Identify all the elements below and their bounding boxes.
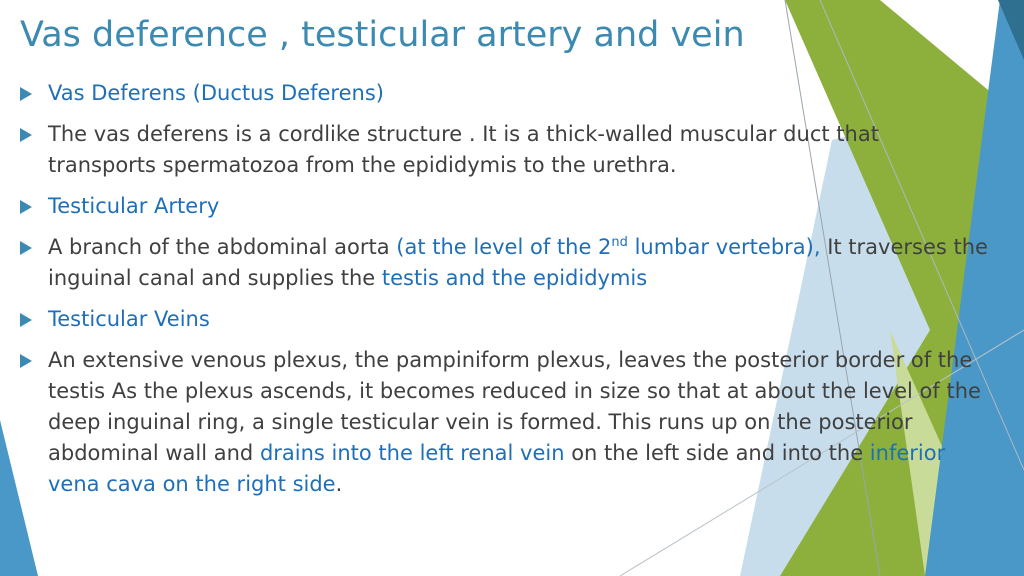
bullet-testicular-artery-description xyxy=(20,232,990,294)
aorta-level-highlight: (at the level of the 2 xyxy=(396,235,612,259)
bullet-testicular-veins-description xyxy=(20,345,990,500)
triangle-bullet-icon xyxy=(20,200,32,214)
bullet-list xyxy=(20,78,990,510)
bullet-text: Testicular Veins xyxy=(48,307,210,331)
bullet-text: Testicular Artery xyxy=(48,194,220,218)
bullet-text: The vas deferens is a cordlike structure . It is a thick-walled muscular duct that transports spermatozoa from the epididymis to the urethra. xyxy=(48,122,879,177)
bullet-text: Vas Deferens (Ductus Deferens) xyxy=(48,81,384,105)
bullet-vas-deferens-heading xyxy=(20,78,990,109)
triangle-bullet-icon xyxy=(20,313,32,327)
bullet-testicular-veins-heading xyxy=(20,304,990,335)
triangle-bullet-icon xyxy=(20,241,32,255)
testis-epididymis-highlight: testis and the epididymis xyxy=(381,266,648,290)
triangle-bullet-icon xyxy=(20,128,32,142)
bullet-text-part: A branch of the abdominal aorta xyxy=(48,235,397,259)
left-renal-vein-highlight: drains into the left renal vein xyxy=(259,441,565,465)
bullet-text-part: It traverses the inguinal canal and supplies the xyxy=(48,235,988,290)
triangle-bullet-icon xyxy=(20,87,32,101)
slide-title: Vas deference , testicular artery and vein xyxy=(20,15,745,55)
bullet-text-part: An extensive venous plexus, the pampiniform plexus, leaves the posterior border of the testis As the plexus ascends, it becomes reduced in size so that at about the level of the deep inguinal ring, a single testicular vein is formed. This runs up on the posterior abdominal wall and xyxy=(48,348,981,465)
vertebra-highlight: lumbar vertebra), xyxy=(627,235,821,259)
triangle-bullet-icon xyxy=(20,354,32,368)
bullet-vas-deferens-description xyxy=(20,119,990,181)
ordinal-superscript: nd xyxy=(611,235,628,250)
inferior-vena-cava-highlight: inferior vena cava on the right side xyxy=(48,441,946,496)
bullet-text-part: on the left side and into the xyxy=(564,441,870,465)
bullet-testicular-artery-heading xyxy=(20,191,990,222)
bullet-text-part: . xyxy=(335,472,343,496)
